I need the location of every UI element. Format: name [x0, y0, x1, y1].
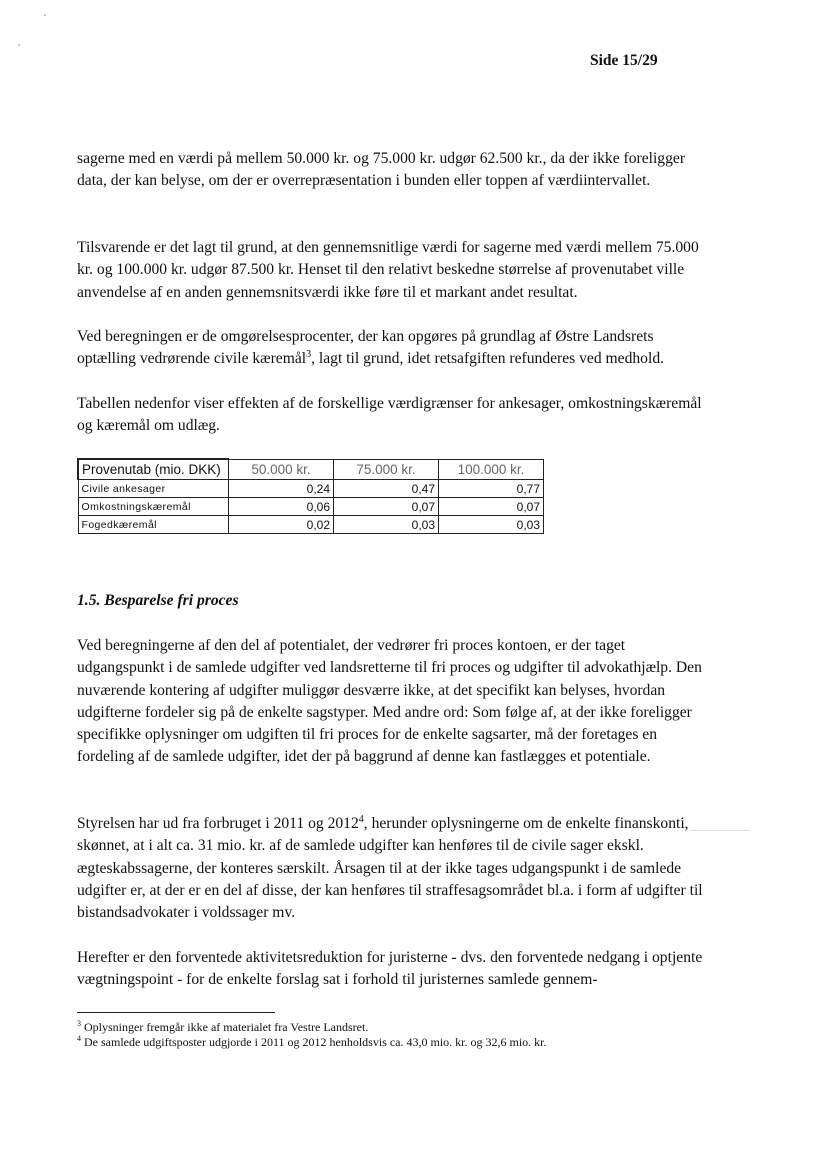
- table-cell: 0,47: [334, 480, 439, 498]
- table-cell: 0,24: [229, 480, 334, 498]
- table-header-cell: 50.000 kr.: [229, 459, 334, 480]
- paragraph-average-value: Tilsvarende er det lagt til grund, at den gennemsnitlige værdi for sagerne med værdi mellem 75.000 kr. og 100.000 kr. udgør 87.500 kr. Henset til den relativt beskedne størrelse af provenutabet ville anvendelse af en anden gennemsnitsværdi ikke føre til et markant andet resultat.: [77, 239, 699, 301]
- table-cell: 0,77: [439, 480, 544, 498]
- footnote-text: De samlede udgiftsposter udgjorde i 2011 og 2012 henholdsvis ca. 43,0 mio. kr. og 32,6 mio. kr.: [84, 1035, 547, 1049]
- table-header-row: [78, 459, 544, 480]
- table-cell: 0,07: [439, 498, 544, 516]
- footnote-ref: 4: [358, 813, 364, 825]
- table-row-label: Fogedkæremål: [78, 516, 229, 534]
- table-row: [78, 498, 544, 516]
- revenue-loss-table: [77, 458, 544, 534]
- footnote: [77, 1020, 368, 1034]
- table-cell: 0,03: [334, 516, 439, 534]
- section-heading: 1.5. Besparelse fri proces: [77, 592, 239, 609]
- paragraph-table-intro: Tabellen nedenfor viser effekten af de forskellige værdigrænser for ankesager, omkostningskæremål og kæremål om udlæg.: [77, 395, 702, 435]
- scan-artifact: [44, 14, 46, 16]
- paragraph-activity-reduction: Herefter er den forventede aktivitetsreduktion for juristerne - dvs. den forventede nedgang i optjente vægtningspoint - for de enkelte forslag sat i forhold til juristernes samlede gennem-: [77, 949, 703, 989]
- footnote-number: 3: [77, 1019, 81, 1028]
- table-row: [78, 480, 544, 498]
- page-number: Side 15/29: [590, 52, 658, 69]
- table-header-cell: 100.000 kr.: [439, 459, 544, 480]
- paragraph-consumption-estimate: [77, 813, 707, 924]
- table-row: [78, 516, 544, 534]
- table-cell: 0,03: [439, 516, 544, 534]
- paragraph-text: , herunder oplysningerne om de enkelte finanskonti, skønnet, at i alt ca. 31 mio. kr. af de samlede udgifter kan henføres til de civile sager ekskl. ægteskabssagerne, der konteres særskilt. Årsagen til at der ikke tages udgangspunkt i de samlede udgifter er, at der er en del af disse, der kan henføres til straffesagsområdet bl.a. i form af udgifter til bistandsadvokater i voldssager mv.: [77, 815, 703, 922]
- paragraph-reversal-rates: [77, 326, 707, 371]
- footnote-divider: [77, 1012, 275, 1013]
- table-header-label: Provenutab (mio. DKK): [78, 459, 229, 480]
- footnote: [77, 1035, 547, 1049]
- footnote-number: 4: [77, 1034, 81, 1043]
- scan-artifact: [690, 830, 750, 831]
- table-cell: 0,02: [229, 516, 334, 534]
- footnote-text: Oplysninger fremgår ikke af materialet fra Vestre Landsret.: [84, 1020, 369, 1034]
- table-header-cell: 75.000 kr.: [334, 459, 439, 480]
- paragraph-text: , lagt til grund, idet retsafgiften refunderes ved medhold.: [311, 350, 665, 368]
- table-row-label: Omkostningskæremål: [78, 498, 229, 516]
- paragraph-text: Styrelsen har ud fra forbruget i 2011 og 2012: [77, 815, 359, 832]
- scan-artifact: [18, 44, 20, 46]
- table-cell: 0,07: [334, 498, 439, 516]
- paragraph-free-process: Ved beregningerne af den del af potentialet, der vedrører fri proces kontoen, er der taget udgangspunkt i de samlede udgifter ved landsretterne til fri proces og udgifter til advokathjælp. Den nuværende kontering af udgifter muliggør desværre ikke, at det specifikt kan belyses, hvordan udgifterne fordeler sig på de enkelte sagstyper. Med andre ord: Som følge af, at der ikke foreligger specifikke oplysninger om udgiften til fri proces for de enkelte sagsarter, må der foretages en fordeling af de samlede udgifter, idet der på baggrund af denne kan fastlægges et potentiale.: [77, 637, 702, 766]
- table-cell: 0,06: [229, 498, 334, 516]
- footnote-ref: 3: [306, 349, 312, 361]
- table-row-label: Civile ankesager: [78, 480, 229, 498]
- paragraph-text: Ved beregningen er de omgørelsesprocenter, der kan opgøres på grundlag af Østre Landsrets optælling vedrørende civile kæremål: [77, 328, 654, 368]
- paragraph-value-interval: sagerne med en værdi på mellem 50.000 kr. og 75.000 kr. udgør 62.500 kr., da der ikke foreligger data, der kan belyse, om der er overrepræsentation i bunden eller toppen af værdiintervallet.: [77, 150, 686, 190]
